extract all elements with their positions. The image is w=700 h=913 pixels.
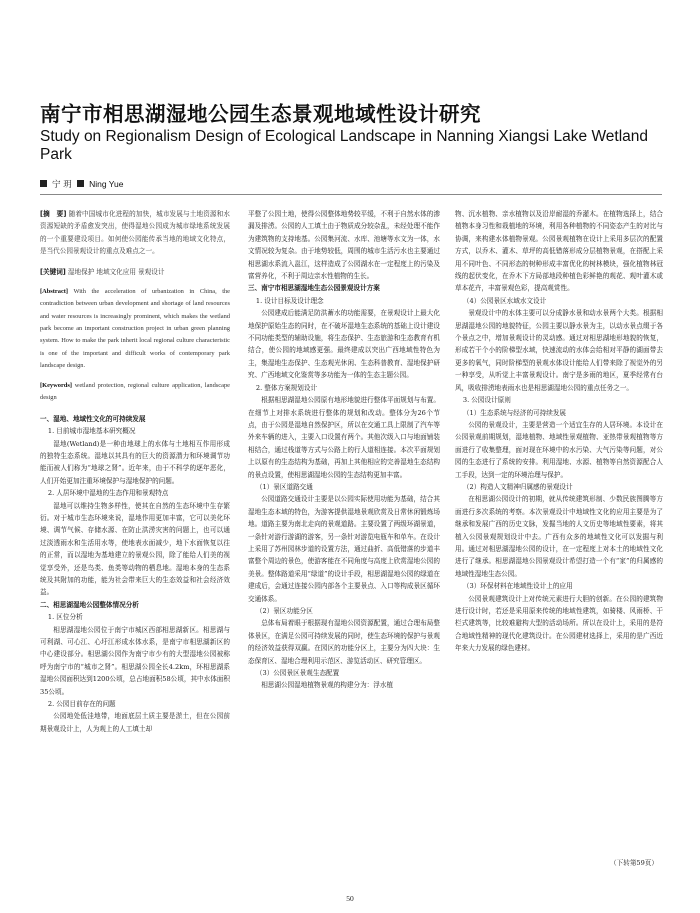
- paragraph: 公园景观建筑设计上对传统元素进行大胆的创新。在公园的建筑物进行设计时，若还是采用原来传统的地域性建筑，如骑楼、风雨桥、干栏式建筑等，比较难避构大型的活动场所。所以在设计上，采用的是符合地域性精神的现代化建筑设计。在公园建材选择上，采用的是广西近年来大力发展的绿色建材。: [455, 594, 663, 653]
- subsection-heading: 1. 设计目标及设计理念: [255, 296, 324, 305]
- subsection-heading: 2. 整体方案规划设计: [255, 383, 318, 392]
- abstract-zh-text: 随着中国城市化进程的加快，城市发展与土地资源和水资源短缺的矛盾愈发突出，使得湿地公园成为城市绿地系统发展的一个重要建设项目。如何使公园能传承当地的地域文化特点，是当代公园景观设计的重点及难点之一。: [40, 210, 230, 256]
- paragraph: 在相思湖公园设计的初期，就从传统建筑形制、少数民族图腾等方面进行多次系统的考察。本次景观设计中地域性文化的应用主要是为了继承和发展广西的历史文脉，发掘当地的人文历史等地域性要素，将其植入公园景观规划设计中去。广西有众多的地域性文化可以发掘与利用。通过对相思湖湿地公园的设计，在一定程度上对本土的地域性文化进行了继承。相思湖湿地公园景观设计希望打造一个有“家”的归属感的地域性湿地生态公园。: [455, 495, 663, 578]
- paragraph: 湿地可以维持生物多样性，使其在自然的生态环境中生存繁衍。对于城市生态环境来说，湿地作用更加丰富，它可以美化环境、调节气候、存储水源、在防止洪涝灾害的问题上，也可以通过淡透雨水和生活用水等，使地表水面减少，地下水面恢复以往的正常，而以湿地为基地建立的景观公园，除了能给人们美的视觉享受外，还是鸟类、鱼类等动物的栖息地。湿地本身的生态系统及其附加的功能，能为社会带来巨大的生态效益和社会经济效益。: [40, 501, 230, 597]
- subsection-heading: （1）景区道路交通: [255, 482, 313, 491]
- paper-title-en: Study on Regionalism Design of Ecological Landscape in Nanning Xiangsi Lake Wetland Park: [40, 128, 649, 163]
- abstract-zh: [40, 208, 230, 258]
- abstract-en-label: [Abstract]: [40, 288, 69, 296]
- section-heading: 二、相思湖湿地公园整体情况分析: [40, 600, 139, 609]
- abstract-zh-label: [摘 要]: [40, 210, 67, 218]
- paragraph: 公园建成后能满足防洪蓄水的功能需要，在景观设计上最大化地保护原始生态的同时，在不破坏湿地生态系统的基础上设计建设不同功能类型的辅助设施，将生态保护、生态旅游和生态教育有机结合，使公园的地域感更强。最终建成以突出广西地域性特色为主，集湿地生态保护、生态观光休闲、生态科普教育、湿地保护研究、广西地域文化鉴赏等多功能为一体的生态主题公园。: [248, 309, 440, 380]
- subsection-heading: 1. 目前城市湿地基本研究概况: [47, 427, 136, 436]
- paragraph: 景观设计中的水体主要可以分成静水景和动水景两个大类。根据相思湖湿地公园的地貌特征，公园主要以静水景为主，以动水景点缀于各个景点之中，增加景观设计的灵动感。通过对相思湖地形地貌的恢复，形成若干个小的阶梯型水域，快速流动的水体会给相对平静的湖面带去更多的氧气，同时阶梯型的景观水体设计能给人们带来除了视觉外的另一种享受，从听觉上丰富景观设计。南宁是多雨的地区，夏季经常有台风，吸收排涝地表雨水也是相思湖湿地公园的重点任务之一。: [455, 309, 663, 392]
- abstract-en: [40, 286, 230, 372]
- subsection-heading: （1）生态系统与经济的可持续发展: [462, 408, 567, 417]
- paragraph: 总体布局着眼于根据现有湿地公园资源配置，通过合理布局整体景区，在满足公园可持续发展的同时，使生态环境的保护与景观的经济效益获得双赢。在园区的功能分区上，主要分为四大块：生态保育区、湿地合理利用示范区、游览活动区、研究管理区。: [248, 619, 440, 665]
- column-3: [455, 208, 663, 655]
- section-heading: 一、湿地、地域性文化的可持续发展: [40, 414, 146, 423]
- keywords-en-text: wetland protection, regional culture application, landscape design: [40, 382, 230, 402]
- paragraph: 相思湖湿地公园位于南宁市城区西部相思湖新区。相思湖与可利湖、可心江、心圩江形成水体水系，是南宁市相思湖新区的中心建设部分。相思湖公园作为南宁市少有的大型湿地公园被称呼为南宁市的“城市之肾”。相思湖公园全长4.2km，环相思湖系湿地公园面积达到1200公顷，总占地面积58公顷，其中水体面积35公顷。: [40, 625, 231, 696]
- square-bullet-icon: [40, 180, 47, 187]
- keywords-zh-label: [关键词]: [40, 267, 66, 276]
- column-1: [40, 208, 230, 735]
- subsection-heading: 2. 人居环境中湿地的生态作用和景观特点: [47, 489, 169, 498]
- paragraph: 公园道路交通设计主要是以公园实际使用功能为基础，结合其湿地生态本域的特色，为游客提供湿地景观欣赏及日常休闲锻炼场地。道路主要为南北走向的景观道路。主要设置了两级环湖景道，一条针对游行游湖的游客，另一条针对游览电瓶车和单车。在设计上采用了苏州园林步道的设置方法，通过曲折、高低错落的步道丰富整个周边的景色，使游客能在不同角度与高度上欣赏湿地公园的美景。整体路道采用“绿道”的设计手段，相思湖湿地公园的绿道在建成后，会通过连接公园内部各个主要景点、入口等构成景区循环交通体系。: [248, 495, 440, 603]
- paragraph: 平整了公园土地，使得公园整体地势较平缓，不利于自然水体的渗漏及排涝。公园的人工填土由于物质成分较杂乱，未经处理不能作为建筑物的支持地基。公园集河流、水库、池塘等水文为一体，水文情况较为复杂。由于地势较低，周围的城市生活污水也主要通过相思湖水系流入邕江，这样造成了公园湖水在一定程度上的污染及富营养化，不利于周边亲水性植物的生长。: [248, 210, 440, 281]
- keywords-zh-text: 湿地保护 地域文化应用 景观设计: [67, 267, 165, 276]
- paragraph: 公园地处低洼地带，地面底层土质主要是淤土，但在公园前期景观设计上，人为观上的人工填土却: [40, 712, 230, 733]
- author-name-zh: 宁 玥: [52, 180, 72, 190]
- header-divider: [40, 194, 662, 195]
- author-line: [40, 178, 123, 190]
- paragraph: 湿地(Wetland)是一种由地球上的水体与土地相互作用形成的独特生态系统。湿地以其具有的巨大的资源潜力和环境调节功能而被人们称为“地球之肾”。近年来，由于不科学的逐年恶化，人们开始更加注重环境保护与湿地保护的问题。: [40, 439, 230, 485]
- continued-note: （下转第59页）: [610, 859, 658, 867]
- paragraph: 相思湖公园湿地植物景观的构建分为：浮水植: [261, 681, 394, 690]
- subsection-heading: （4）公园景区水域水文设计: [462, 296, 547, 305]
- subsection-heading: （3）公园景区景观生态配置: [255, 669, 340, 678]
- author-name-en: Ning Yue: [89, 179, 124, 189]
- square-bullet-icon: [77, 180, 84, 187]
- subsection-heading: 1. 区位分析: [47, 613, 83, 622]
- subsection-heading: 2. 公园目前存在的问题: [47, 700, 116, 709]
- column-2: [248, 208, 440, 692]
- keywords-zh: [40, 266, 230, 278]
- section-heading: 三、南宁市相思湖湿地生态公园景观设计方案: [248, 284, 380, 293]
- keywords-en: [40, 380, 230, 405]
- subsection-heading: （2）构造人文精神归属感的景观设计: [462, 482, 573, 491]
- subsection-heading: 3. 公园设计原则: [462, 396, 511, 405]
- paragraph: 物、沉水植物、亲水植物以及沿岸耐湿的乔灌木。在植物选择上，结合植物本身习性和栽植地的环境，利用各种植物的不同姿态产生的对比与协调，来构建水体植物景观。公园景观植物在设计上采用多层次的配置方式，以乔木、灌木、草坪的高低错落形成分层植物景观，在搭配上采用不同叶色、不同形态的树种形成丰富优化的树林模块，强化植物林冠线的起伏变化，在乔木下方局部地段种植色彩鲜艳的观花、观叶灌木或草本花卉，丰富景观色彩，提高观赏性。: [455, 210, 663, 293]
- page-number: 50: [346, 894, 354, 903]
- abstract-en-text: With the acceleration of urbanization in China, the contradiction between urban development and shortage of land resources and water resources is increasingly prominent, which makes the wetland park become an important construction project in urban green planning system. How to make the park inherit local regional culture characteristic is one of the important and difficult works of contemporary park landscape design.: [40, 288, 230, 369]
- subsection-heading: （3）环保材料在地域性设计上的应用: [462, 582, 573, 591]
- paragraph: 公园的景观设计，主要是营造一个适宜生存的人居环境。本设计在公园景观前期规划，湿地植物、地域性景观植物、亚热带景观植物等方面进行了收集整理，面对现在环境中的水污染、大气污染等问题，对公园的生态进行了系统的安排。利用湿地、水源、植物等自然资源配合人工手段，达到一定的环境治理与保护。: [455, 420, 663, 479]
- paper-title-zh: 南宁市相思湖湿地公园生态景观地域性设计研究: [40, 102, 481, 126]
- subsection-heading: （2）景区功能分区: [255, 607, 313, 615]
- keywords-en-label: [Keywords]: [40, 382, 72, 390]
- paragraph: 根据相思湖湿地公园原有地形地貌进行整体平面规划与布置。在细节上对排水系统进行整体的规划和改动。整体分为26个节点，由于公园是湿地自然保护区，所以在交通工具上限制了汽车等外来车辆的进入，主要入口设置有两个。其他次级入口与地面铺装相结合，通过栈道等方式与公路上的行人道相连接。本次平面规划上以原有的生态结构为基础，再加上其他相应的完善湿地生态结构的景点设置，使相思湖湿地公园的生态结构更加丰富。: [248, 396, 440, 479]
